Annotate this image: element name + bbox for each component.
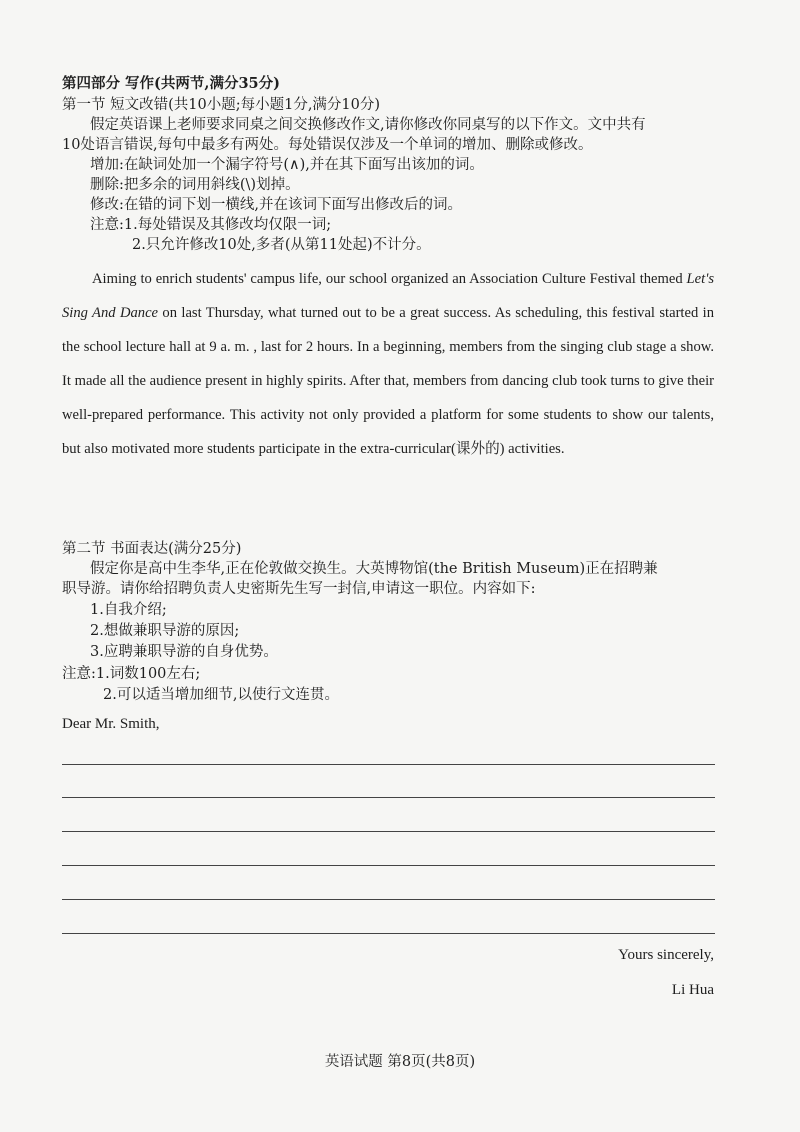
note-line: 注意:1.词数100左右; [62, 666, 201, 682]
writing-line[interactable] [62, 831, 715, 832]
instruction-line: 2.只允许修改10处,多者(从第11处起)不计分。 [132, 237, 431, 253]
letter-closing: Yours sincerely, [618, 947, 714, 963]
essay-text: on last Thursday, what turned out to be a great success. As scheduling, this festival started in the school lecture hall at 9 a. m. , last for 2 hours. In a beginning, members from the singing club stage a show. It made all the audience present in highly spirits. After that, members from dancing club took turns to give their well-prepared performance. This activity not only provided a platform for some students to show our talents, but also motivated more students participate in the extra-curricular(课外的) activities. [62, 305, 714, 457]
instruction-line: 注意:1.每处错误及其修改均仅限一词; [90, 217, 332, 233]
instruction-line: 修改:在错的词下划一横线,并在该词下面写出修改后的词。 [90, 197, 462, 213]
prompt-line: 假定你是高中生李华,正在伦敦做交换生。大英博物馆(the British Museum)正在招聘兼 [90, 561, 658, 577]
writing-line[interactable] [62, 865, 715, 866]
writing-line[interactable] [62, 797, 715, 798]
writing-line[interactable] [62, 899, 715, 900]
page-footer: 英语试题 第8页(共8页) [324, 1054, 476, 1070]
content-point: 1.自我介绍; [90, 602, 167, 618]
error-correction-passage [62, 262, 714, 466]
note-line: 2.可以适当增加细节,以使行文连贯。 [103, 687, 339, 703]
prompt-line: 职导游。请你给招聘负责人史密斯先生写一封信,申请这一职位。内容如下: [62, 581, 536, 597]
content-point: 2.想做兼职导游的原因; [90, 623, 240, 639]
letter-signature: Li Hua [671, 982, 714, 998]
writing-line[interactable] [62, 933, 715, 934]
part-title: 第四部分 写作(共两节,满分35分) [62, 75, 280, 92]
letter-salutation: Dear Mr. Smith, [62, 716, 160, 732]
instruction-line: 假定英语课上老师要求同桌之间交换修改作文,请你修改你同桌写的以下作文。文中共有 [90, 117, 646, 133]
section2-title: 第二节 书面表达(满分25分) [62, 541, 242, 557]
content-point: 3.应聘兼职导游的自身优势。 [90, 644, 278, 660]
instruction-line: 增加:在缺词处加一个漏字符号(∧),并在其下面写出该加的词。 [90, 157, 484, 173]
instruction-line: 删除:把多余的词用斜线(\)划掉。 [90, 177, 300, 193]
section1-title: 第一节 短文改错(共10小题;每小题1分,满分10分) [62, 97, 381, 113]
essay-festival-title: Let's Sing And Dance [62, 271, 714, 321]
instruction-line: 10处语言错误,每句中最多有两处。每处错误仅涉及一个单词的增加、删除或修改。 [62, 137, 593, 153]
writing-line[interactable] [62, 764, 715, 765]
essay-text: Aiming to enrich students' campus life, our school organized an Association Culture Festival themed [92, 271, 687, 287]
